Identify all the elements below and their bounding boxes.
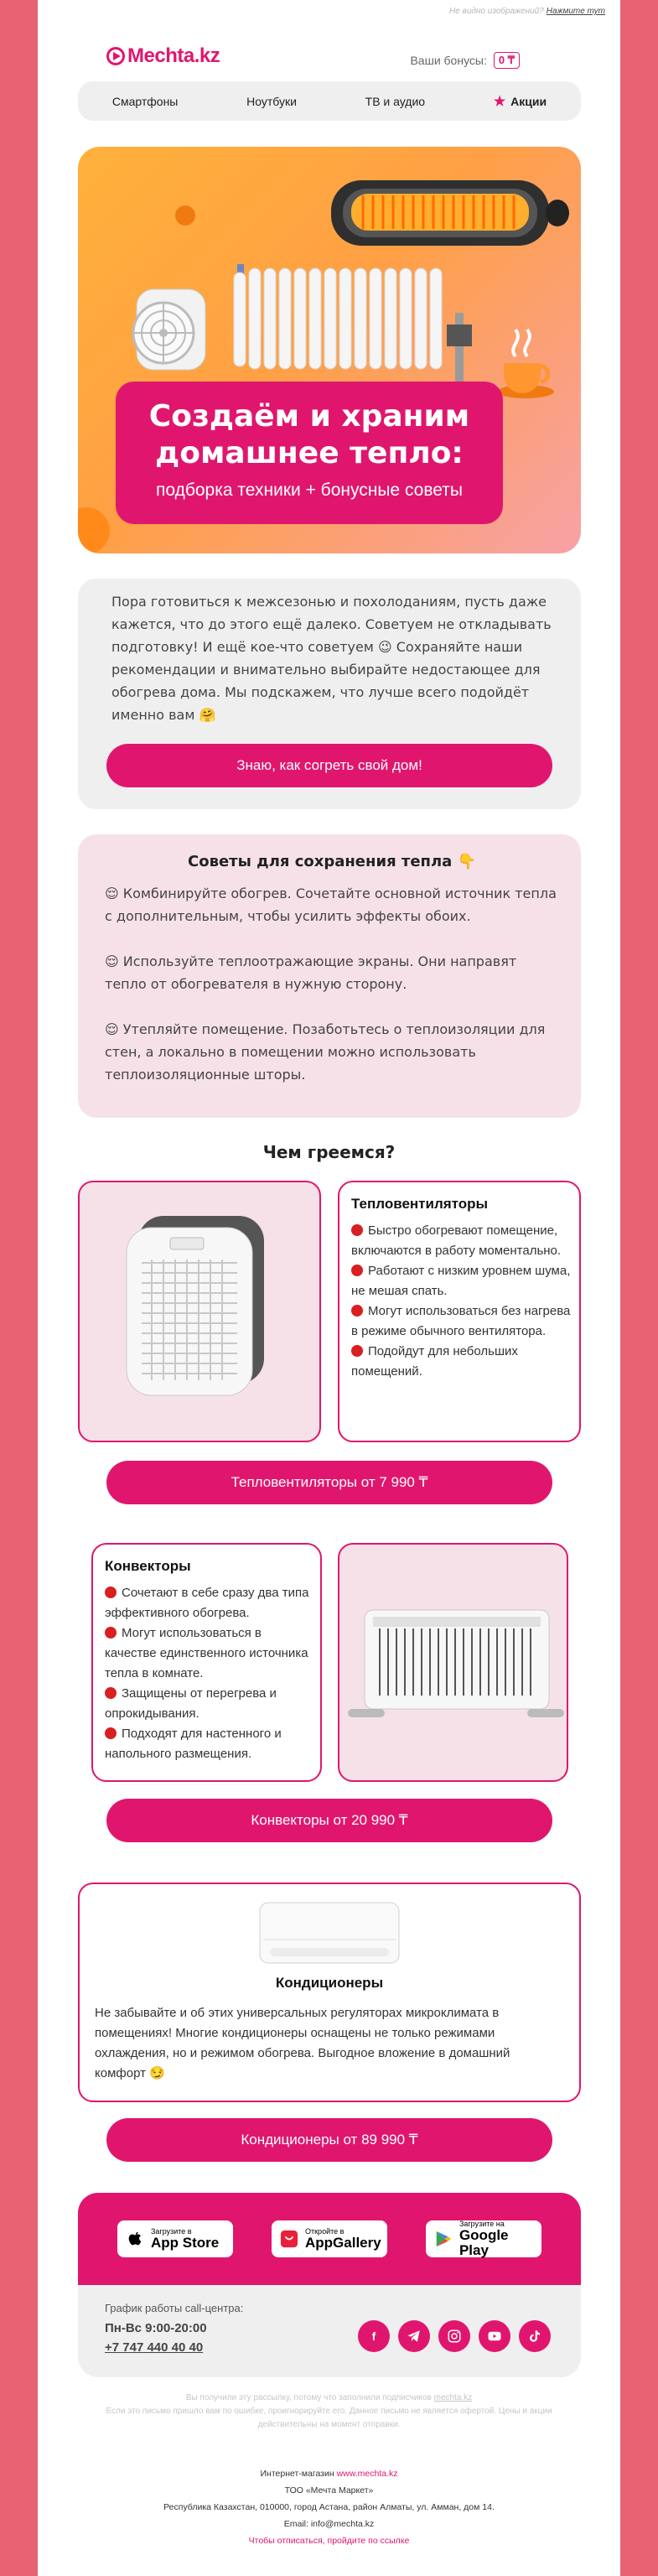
callcenter-hours: Пн-Вс 9:00-20:00 [105,2321,207,2335]
hero-subtitle: подборка техники + бонусные советы [156,480,463,500]
air-conditioner-icon [258,1899,401,1966]
convector-title: Конвекторы [105,1558,191,1574]
tea-cup-icon [497,330,554,398]
feature-item: Могут использоваться без нагрева в режиме обычного вентилятора. [351,1304,571,1338]
red-circle-icon [351,1265,363,1276]
intro-text: Пора готовиться к межсезонью и похолоданиям, пусть даже кажется, что до этого ещё далеко. Советуем не откладывать подготовку! И ещё кое-что советуем 😉 Сохраняйте наши рекомендации и внимательно выбирайте недостающее для обогрева дома. Мы подскажем, что лучше всего подойдёт именно вам 🤗 [111,594,552,723]
fan-heater-icon [133,289,205,370]
feature-item: Сочетают в себе сразу два типа эффективного обогрева. [105,1586,309,1620]
red-circle-icon [105,1727,117,1739]
hero-title: Создаём и храним домашнее тепло: [148,399,470,470]
tip-item: 😌 Комбинируйте обогрев. Сочетайте основной источник тепла с дополнительным, чтобы усилить эффекты обоих. [105,886,557,924]
star-icon: ★ [493,94,506,109]
email-body [38,0,620,2576]
feature-item: Быстро обогревают помещение, включаются в работу моментально. [351,1223,562,1258]
unsubscribe-link[interactable]: Чтобы отписаться, пройдите по ссылке [248,2536,410,2546]
instagram-icon[interactable] [438,2320,470,2352]
fan-heater-icon [80,1182,321,1442]
facebook-icon[interactable]: f [358,2320,390,2352]
feature-item: Защищены от перегрева и опрокидывания. [105,1686,277,1721]
apple-icon [126,2230,144,2248]
google-play-button[interactable]: Загрузите на Google Play [426,2220,541,2257]
nav-item-promotions[interactable]: ★ Акции [493,94,547,109]
app-links [78,2193,581,2285]
fan-heater-title: Тепловентиляторы [351,1196,489,1212]
red-circle-icon [351,1345,363,1357]
red-circle-icon [351,1224,363,1236]
play-icon [106,47,125,65]
tiktok-icon[interactable] [519,2320,551,2352]
tip-item: 😌 Утепляйте помещение. Позаботьтесь о теплоизоляции для стен, а локально в помещении можно использовать теплоизоляционные шторы. [105,1021,546,1083]
mechta-link[interactable]: mechta.kz [433,2393,473,2402]
tips-title: Советы для сохранения тепла 👇 [188,853,476,870]
nav-item-tv-audio[interactable]: ТВ и аудио [365,94,426,108]
app-gallery-button[interactable]: Откройте в AppGallery [272,2220,387,2257]
nav-bar [78,81,581,121]
tip-item: 😌 Используйте теплоотражающие экраны. Они направят тепло от обогревателя в нужную сторону. [105,953,517,992]
convector-icon [339,1545,568,1782]
products-title: Чем греемся? [262,1142,396,1162]
red-circle-icon [351,1305,363,1317]
fan-heater-card [338,1181,581,1442]
convector-image[interactable] [338,1543,568,1782]
bonus-info: Ваши бонусы: 0 ₸ [410,52,520,69]
show-images-link[interactable]: Нажмите тут [546,7,605,16]
huawei-icon [280,2230,298,2248]
legal-text: Вы получили эту рассылку, потому что заполнили подписчиков mechta.kz Если это письмо пришло вам по ошибке, проигнорируйте его. Данное письмо не является офертой. Цены и акции действительны на момент отправки. [106,2393,552,2429]
convectors-button[interactable]: Конвекторы от 20 990 ₸ [106,1799,552,1842]
conditioner-title: Кондиционеры [275,1975,384,1991]
social-links [358,2320,551,2352]
feature-item: Подходят для настенного и напольного размещения. [105,1727,282,1761]
callcenter-label: График работы call-центра: [105,2302,244,2314]
conditioners-button[interactable]: Кондиционеры от 89 990 ₸ [106,2118,552,2162]
conditioner-card [78,1883,581,2102]
how-to-warm-button[interactable]: Знаю, как согреть свой дом! [106,744,552,787]
fan-heaters-button[interactable]: Тепловентиляторы от 7 990 ₸ [106,1461,552,1504]
logo[interactable]: Mechta.kz [106,44,220,69]
radiator-icon [234,264,442,369]
bonus-value[interactable]: 0 ₸ [494,52,520,69]
fan-heater-image[interactable] [78,1181,321,1442]
shop-link[interactable]: www.mechta.kz [336,2469,398,2479]
red-circle-icon [105,1687,117,1699]
images-note: Не видно изображений? Нажмите тут [449,7,605,16]
red-circle-icon [105,1587,117,1598]
hero-banner[interactable] [78,147,581,553]
feature-item: Работают с низким уровнем шума, не мешая спать. [351,1264,571,1298]
nav-item-smartphones[interactable]: Смартфоны [111,94,179,108]
feature-item: Могут использоваться в качестве единственного источника тепла в комнате. [105,1626,308,1680]
conditioner-text: Не забывайте и об этих универсальных регуляторах микроклимата в помещениях! Многие кондиционеры оснащены не только режимами охлаждения, но и режимом обогрева. Выгодное вложение в домашний комфорт 😏 [95,2006,510,2080]
company-address: Интернет-магазин www.mechta.kz ТОО «Мечта Маркет» Республика Казахстан, 010000, город Астана, район Алматы, ул. Амман, дом 14. Email: info@mechta.kz Чтобы отписаться, пройдите по ссылке [163,2469,495,2546]
youtube-icon[interactable] [479,2320,510,2352]
nav-item-laptops[interactable]: Ноутбуки [246,94,297,108]
telegram-icon[interactable] [398,2320,430,2352]
callcenter-panel [78,2285,581,2377]
callcenter-phone[interactable]: +7 747 440 40 40 [105,2340,204,2355]
tips-panel [78,834,581,1118]
google-play-icon [434,2230,453,2248]
intro-panel [78,579,581,809]
app-store-button[interactable]: Загрузите в App Store [117,2220,233,2257]
feature-item: Подойдут для небольших помещений. [351,1344,518,1379]
hero-card [116,382,503,524]
red-circle-icon [105,1627,117,1639]
convector-card [91,1543,322,1782]
